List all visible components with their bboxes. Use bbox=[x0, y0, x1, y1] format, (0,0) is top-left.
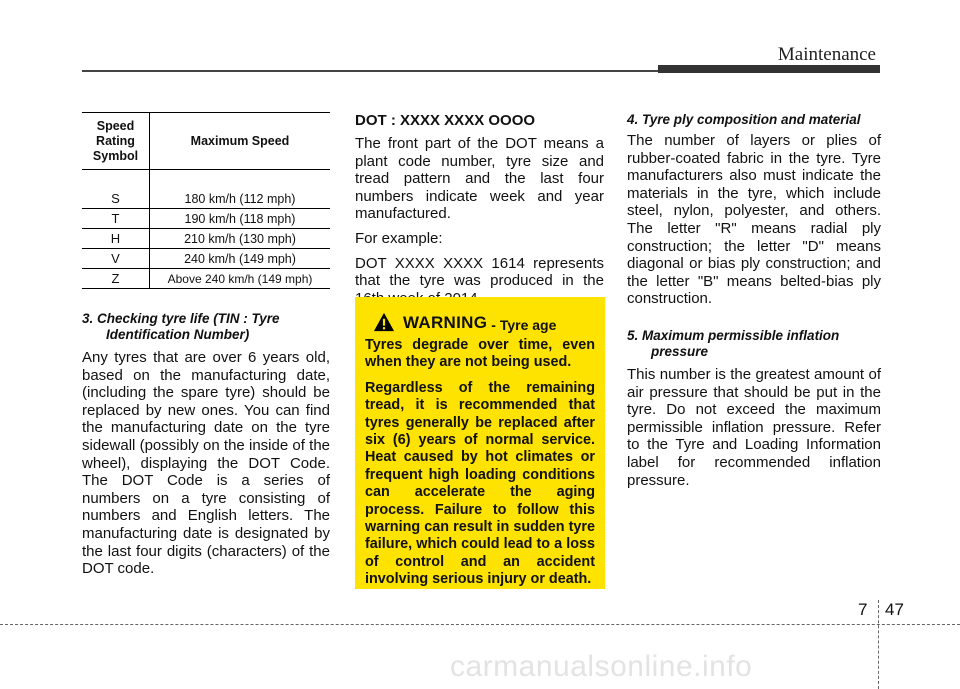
warning-label: WARNING bbox=[403, 313, 488, 332]
page-number: 47 bbox=[885, 600, 904, 619]
warning-subject: - Tyre age bbox=[491, 317, 557, 333]
column-middle bbox=[355, 112, 604, 307]
table-cell-symbol: Z bbox=[82, 269, 150, 289]
warning-para-1: Tyres degrade over time, even when they are not being used. bbox=[365, 337, 595, 371]
section5-heading: 5. Maximum permissible inflation pressure bbox=[627, 327, 840, 359]
table-cell-speed: Above 240 km/h (149 mph) bbox=[150, 269, 331, 289]
dot-code-title: DOT : XXXX XXXX OOOO bbox=[355, 112, 536, 129]
table-cell-symbol: T bbox=[82, 209, 150, 229]
table-row bbox=[82, 249, 330, 269]
section3-heading: 3. Checking tyre life (TIN : Tyre Identification Number) bbox=[82, 311, 280, 342]
chapter-number: 7 bbox=[858, 600, 868, 619]
max-speed-header: Maximum Speed bbox=[150, 113, 331, 170]
section5-body: This number is the greatest amount of air pressure that should be put in the tyre. Do not exceed the maximum permissible inflation pressure. Refer to the Tyre and Loading Information label for recommended inflation pressure. bbox=[627, 365, 881, 489]
table-row bbox=[82, 269, 330, 289]
column-right bbox=[627, 112, 881, 489]
dot-para-1: The front part of the DOT means a plant code number, tyre size and tread pattern and the last four numbers indicate week and year manufactured. bbox=[355, 135, 604, 223]
table-row bbox=[82, 209, 330, 229]
dot-para-3: DOT XXXX XXXX 1614 represents that the tyre was produced in the bbox=[355, 254, 604, 290]
section4-body: The number of layers or plies of rubber-coated fabric in the tyre. Tyre manufacturers also must indicate the materials in the tyre, which include steel, nylon, polyester, and others. The letter "R" means radial ply construction; the letter "D" means diagonal or bias ply construction; and the letter "B" means belted-bias ply construction. bbox=[627, 132, 881, 308]
dot-para-2: For example: bbox=[355, 229, 443, 247]
table-cell-symbol: V bbox=[82, 249, 150, 269]
column-left bbox=[82, 112, 330, 578]
table-cell-speed: 210 km/h (130 mph) bbox=[150, 229, 331, 249]
footer-divider bbox=[878, 600, 879, 689]
table-cell-symbol: S bbox=[82, 189, 150, 209]
table-row bbox=[82, 189, 330, 209]
speed-rating-table bbox=[82, 112, 330, 289]
header-rule bbox=[82, 70, 660, 72]
footer-rule bbox=[0, 624, 960, 625]
table-cell-symbol: H bbox=[82, 229, 150, 249]
warning-header bbox=[373, 311, 595, 333]
table-row bbox=[82, 229, 330, 249]
header-rule-accent bbox=[658, 65, 880, 73]
watermark: carmanualsonline.info bbox=[450, 650, 753, 683]
warning-triangle-icon bbox=[373, 311, 395, 333]
section4-heading: 4. Tyre ply composition and material bbox=[627, 112, 861, 127]
table-cell-speed: 240 km/h (149 mph) bbox=[150, 249, 331, 269]
section3-body: Any tyres that are over 6 years old, based on the manufacturing date, (including the spare tyre) should be replaced by new ones. You can find the manufacturing date on the tyre sidewall (possibly on the inside of the wheel), displaying the DOT Code. The DOT Code is a series of numbers on a tyre consisting of numbers and English letters. The manufacturing date is designated by the last four digits (characters) of the DOT code. bbox=[82, 349, 330, 578]
page-header-title: Maintenance bbox=[777, 44, 876, 65]
table-cell-speed: 180 km/h (112 mph) bbox=[150, 189, 331, 209]
warning-para-2: Regardless of the remaining tread, it is recommended that tyres generally be replaced after six (6) years of normal service. Heat caused by hot climates or frequent high loading conditions can accelerate the aging process. Failure to follow this warning can result in sudden tyre failure, which could lead to a loss of control and an accident involving serious injury or death. bbox=[365, 379, 595, 588]
table-cell-speed: 190 km/h (118 mph) bbox=[150, 209, 331, 229]
warning-box bbox=[355, 297, 605, 589]
speed-symbol-header: Speed Rating Symbol bbox=[82, 113, 150, 170]
